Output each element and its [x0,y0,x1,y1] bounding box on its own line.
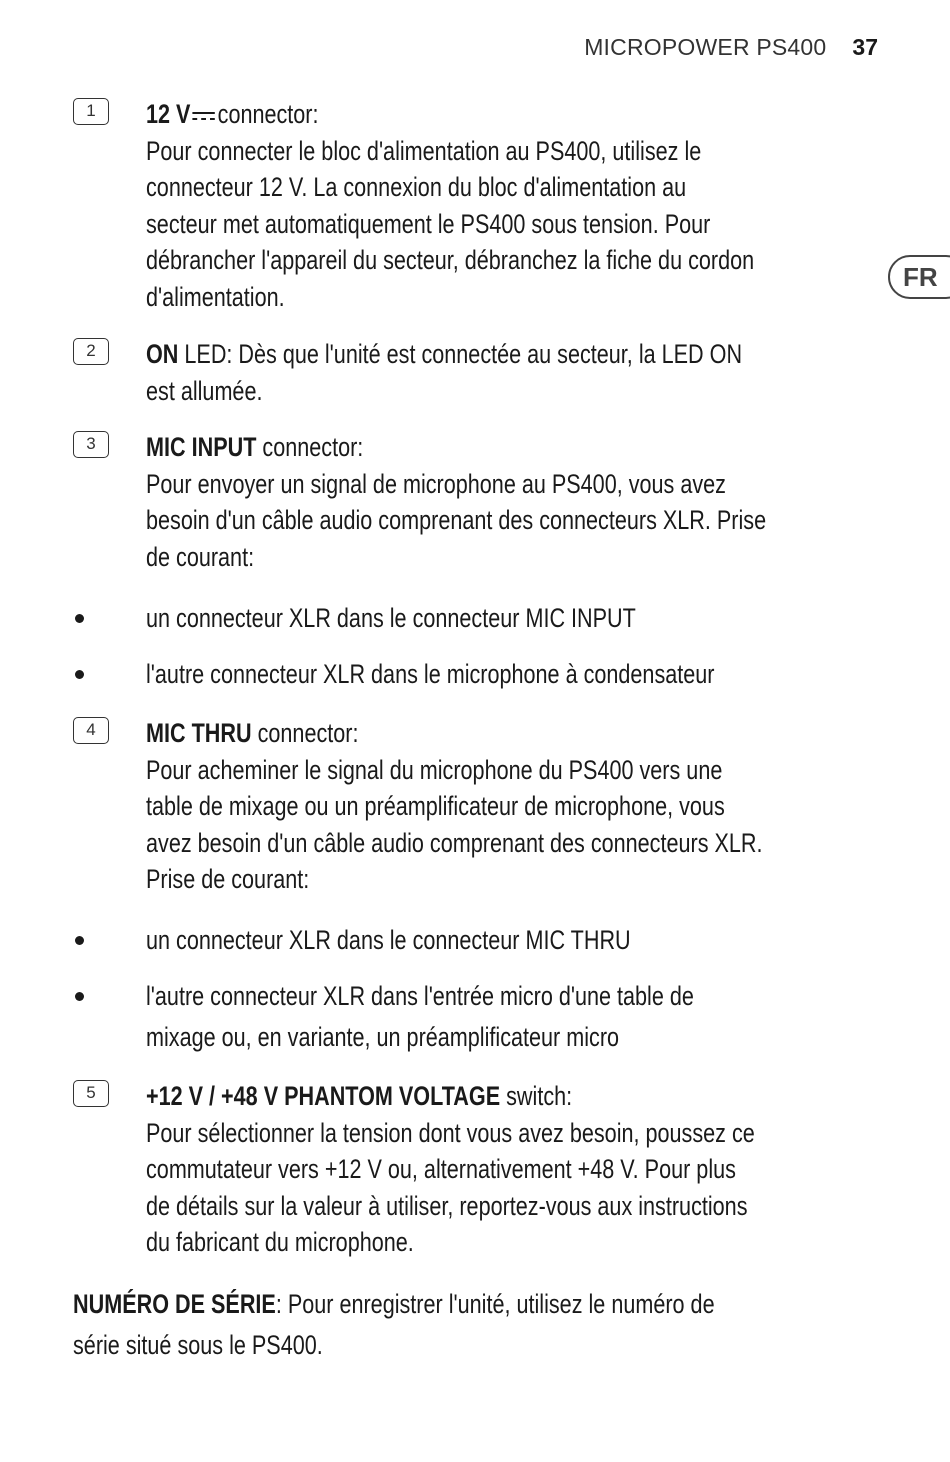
item-4-line: avez besoin d'un câble audio comprenant des connecteurs XLR. [146,827,763,858]
item-5-line: du fabricant du microphone. [146,1227,414,1257]
bullet-icon [75,992,84,1001]
item-1-line: d'alimentation. [146,281,285,312]
item-1-line: débrancher l'appareil du secteur, débranchez la fiche du cordon [146,245,755,275]
item-3 [146,429,766,575]
item-1-title-suffix: connector: [217,99,319,129]
dc-symbol-icon [192,109,214,123]
bullet-icon [75,614,84,623]
item-2-title-suffix: LED: Dès que l'unité est connectée au secteur, la LED ON [184,339,743,369]
item-5 [146,1078,755,1261]
bullet-item: un connecteur XLR dans le connecteur MIC INPUT [146,603,636,633]
page-number: 37 [852,34,878,60]
item-1-line: Pour connecter le bloc d'alimentation au PS400, utilisez le [146,135,702,166]
serial-number-section [73,1286,715,1363]
serial-title: NUMÉRO DE SÉRIE [73,1289,276,1319]
bullet-item [146,978,694,1055]
item-2-line: est allumée. [146,375,263,406]
item-number-5: 5 [73,1080,109,1107]
item-4 [146,715,763,898]
serial-line: : Pour enregistrer l'unité, utilisez le numéro de [275,1289,715,1319]
item-number-3: 3 [73,431,109,458]
item-number-1: 1 [73,98,109,125]
item-5-line: commutateur vers +12 V ou, alternativement +48 V. Pour plus [146,1154,736,1184]
item-3-line: Pour envoyer un signal de microphone au PS400, vous avez [146,468,726,499]
item-4-line: Pour acheminer le signal du microphone du PS400 vers une [146,754,723,785]
bullet-line: l'autre connecteur XLR dans l'entrée micro d'une table de [146,981,694,1011]
bullet-icon [75,670,84,679]
item-number-2: 2 [73,338,109,365]
serial-line: série situé sous le PS400. [73,1329,323,1360]
language-tab[interactable]: FR [888,255,950,299]
item-number-4: 4 [73,717,109,744]
item-1-line: secteur met automatiquement le PS400 sous tension. Pour [146,208,711,239]
bullet-item: un connecteur XLR dans le connecteur MIC THRU [146,925,631,955]
item-3-title-suffix: connector: [262,432,364,462]
page-header [584,34,878,61]
item-5-line: de détails sur la valeur à utiliser, reportez-vous aux instructions [146,1190,748,1221]
bullet-item: l'autre connecteur XLR dans le microphone à condensateur [146,659,715,689]
item-2 [146,336,742,409]
header-model: MICROPOWER PS400 [584,34,827,60]
item-3-title: MIC INPUT [146,432,257,462]
item-5-title: +12 V / +48 V PHANTOM VOLTAGE [146,1081,501,1111]
item-5-title-suffix: switch: [506,1081,573,1111]
item-3-line: de courant: [146,541,255,572]
item-1-line: connecteur 12 V. La connexion du bloc d'alimentation au [146,172,687,202]
bullet-icon [75,936,84,945]
item-1 [146,96,754,315]
item-4-title-suffix: connector: [257,718,359,748]
item-4-line: Prise de courant: [146,864,310,894]
item-5-line: Pour sélectionner la tension dont vous avez besoin, poussez ce [146,1117,755,1148]
item-4-line: table de mixage ou un préamplificateur de microphone, vous [146,791,725,821]
item-4-title: MIC THRU [146,718,252,748]
item-2-title: ON [146,339,179,369]
bullet-line: mixage ou, en variante, un préamplificateur micro [146,1021,620,1052]
item-3-line: besoin d'un câble audio comprenant des connecteurs XLR. Prise [146,505,767,535]
item-1-title: 12 V [146,99,191,129]
